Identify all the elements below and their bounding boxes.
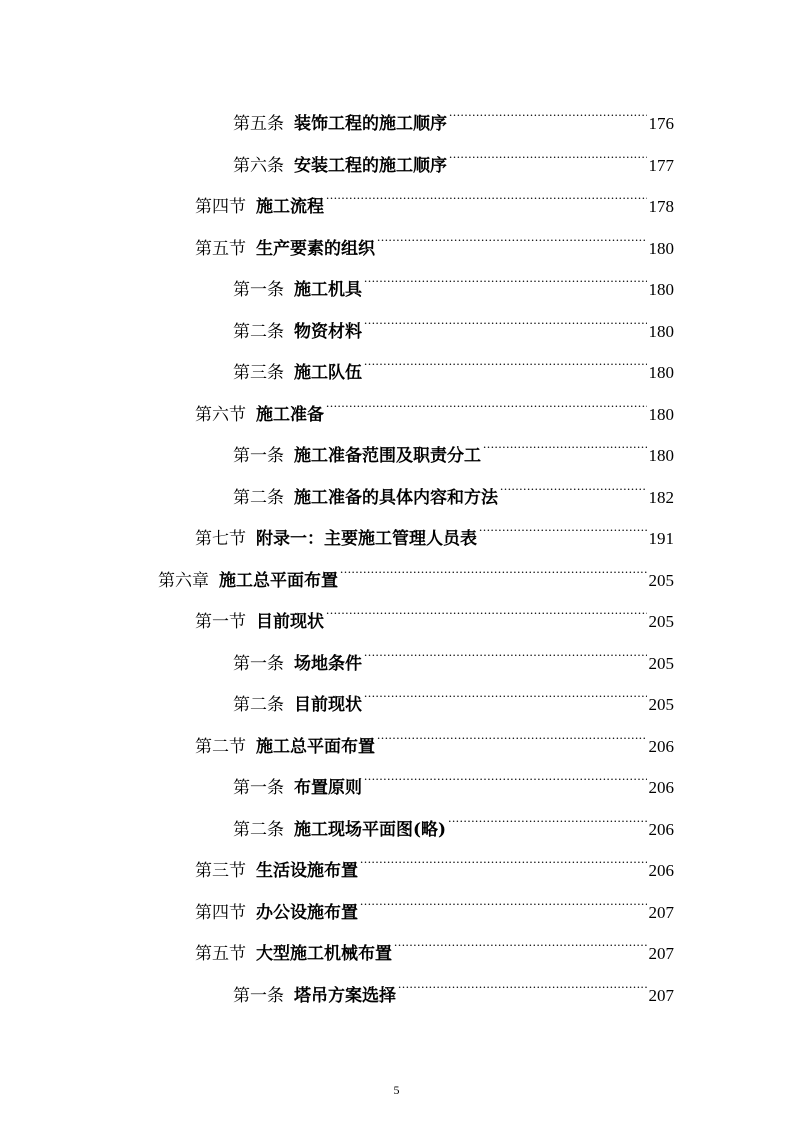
dot-leader [364, 337, 647, 378]
dot-leader [360, 877, 647, 918]
toc-entry[interactable] [233, 794, 674, 840]
entry-number: 第一条 [233, 653, 284, 674]
dot-leader [394, 918, 647, 959]
entry-title: 生活设施布置 [256, 861, 358, 881]
entry-number: 第二条 [233, 321, 284, 342]
dot-leader [449, 88, 647, 129]
entry-title: 生产要素的组织 [256, 238, 375, 259]
toc-entry[interactable] [195, 379, 674, 425]
entry-page: 207 [648, 985, 674, 1005]
dot-leader [326, 586, 647, 627]
entry-title: 布置原则 [294, 778, 362, 798]
entry-title: 装饰工程的施工顺序 [294, 114, 447, 134]
entry-number: 第一条 [233, 778, 284, 798]
entry-title: 安装工程的施工顺序 [294, 155, 447, 176]
dot-leader [500, 462, 647, 503]
entry-page: 205 [648, 653, 674, 673]
toc-entry[interactable] [233, 462, 674, 508]
dot-leader [364, 669, 647, 710]
toc-entry[interactable] [195, 213, 674, 259]
entry-title: 施工现场平面图(略) [294, 819, 447, 840]
dot-leader [364, 752, 647, 793]
entry-title: 施工准备范围及职责分工 [294, 446, 481, 466]
dot-leader [398, 960, 647, 1001]
toc-entry[interactable] [233, 254, 674, 300]
entry-title: 施工机具 [294, 280, 362, 300]
entry-page: 206 [648, 819, 674, 839]
entry-title: 施工总平面布置 [256, 736, 375, 757]
dot-leader [326, 171, 647, 212]
entry-title: 目前现状 [294, 695, 362, 715]
entry-number: 第二节 [195, 736, 246, 757]
entry-page: 206 [648, 778, 674, 797]
entry-title: 场地条件 [294, 653, 362, 674]
entry-number: 第二条 [233, 695, 284, 715]
toc-entry[interactable] [233, 88, 674, 134]
dot-leader [377, 711, 647, 752]
entry-number: 第二条 [233, 487, 284, 508]
entry-page: 206 [648, 861, 674, 880]
toc-entry[interactable] [195, 918, 674, 964]
dot-leader [449, 130, 647, 171]
dot-leader [377, 213, 647, 254]
entry-number: 第五节 [195, 944, 246, 964]
dot-leader [364, 628, 647, 669]
toc-entry[interactable] [233, 296, 674, 342]
entry-number: 第七节 [195, 529, 246, 549]
entry-title: 办公设施布置 [256, 902, 358, 923]
dot-leader [364, 254, 647, 295]
entry-title: 塔吊方案选择 [294, 985, 396, 1006]
entry-number: 第四节 [195, 197, 246, 217]
dot-leader [364, 296, 647, 337]
toc-entry[interactable] [233, 628, 674, 674]
toc-entry[interactable] [195, 586, 674, 632]
entry-page: 180 [648, 404, 674, 424]
toc-entry[interactable] [195, 503, 674, 549]
toc-entry[interactable] [233, 669, 674, 715]
entry-number: 第三条 [233, 363, 284, 383]
entry-number: 第四节 [195, 902, 246, 923]
entry-title: 施工准备 [256, 404, 324, 425]
entry-number: 第六节 [195, 404, 246, 425]
entry-title: 物资材料 [294, 321, 362, 342]
entry-page: 205 [648, 695, 674, 714]
entry-number: 第六条 [233, 155, 284, 176]
entry-title: 施工总平面布置 [219, 570, 338, 591]
dot-leader [483, 420, 647, 461]
entry-title: 施工准备的具体内容和方法 [294, 487, 498, 508]
toc-entry[interactable] [195, 835, 674, 881]
toc-entry[interactable] [233, 420, 674, 466]
entry-number: 第六章 [158, 570, 209, 591]
toc-entry[interactable] [233, 337, 674, 383]
entry-number: 第一节 [195, 612, 246, 632]
entry-page: 176 [648, 114, 674, 133]
toc-entry[interactable] [158, 545, 674, 591]
toc-entry[interactable] [233, 960, 674, 1006]
toc-entry[interactable] [233, 130, 674, 176]
dot-leader [479, 503, 647, 544]
entry-page: 182 [648, 487, 674, 507]
toc-entry[interactable] [233, 752, 674, 798]
page-number: 5 [393, 1083, 400, 1097]
entry-page: 205 [648, 612, 674, 631]
dot-leader [448, 794, 646, 835]
entry-page: 180 [648, 446, 674, 465]
entry-page: 191 [648, 529, 674, 548]
entry-page: 177 [648, 155, 674, 175]
entry-page: 178 [648, 197, 674, 216]
entry-number: 第三节 [195, 861, 246, 881]
dot-leader [360, 835, 647, 876]
entry-title: 施工队伍 [294, 363, 362, 383]
entry-page: 207 [648, 902, 674, 922]
toc-entry[interactable] [195, 171, 674, 217]
entry-page: 206 [648, 736, 674, 756]
entry-page: 180 [648, 280, 674, 299]
entry-page: 180 [648, 321, 674, 341]
dot-leader [326, 379, 647, 420]
entry-number: 第二条 [233, 819, 284, 840]
entry-number: 第五节 [195, 238, 246, 259]
entry-page: 207 [648, 944, 674, 963]
entry-page: 180 [648, 238, 674, 258]
toc-entry[interactable] [195, 711, 674, 757]
entry-title: 施工流程 [256, 197, 324, 217]
dot-leader [340, 545, 647, 586]
entry-number: 第五条 [233, 114, 284, 134]
entry-title: 大型施工机械布置 [256, 944, 392, 964]
entry-page: 205 [648, 570, 674, 590]
entry-title: 目前现状 [256, 612, 324, 632]
entry-number: 第一条 [233, 985, 284, 1006]
entry-title: 附录一：主要施工管理人员表 [256, 529, 477, 549]
entry-number: 第一条 [233, 280, 284, 300]
entry-page: 180 [648, 363, 674, 382]
entry-number: 第一条 [233, 446, 284, 466]
toc-entry[interactable] [195, 877, 674, 923]
